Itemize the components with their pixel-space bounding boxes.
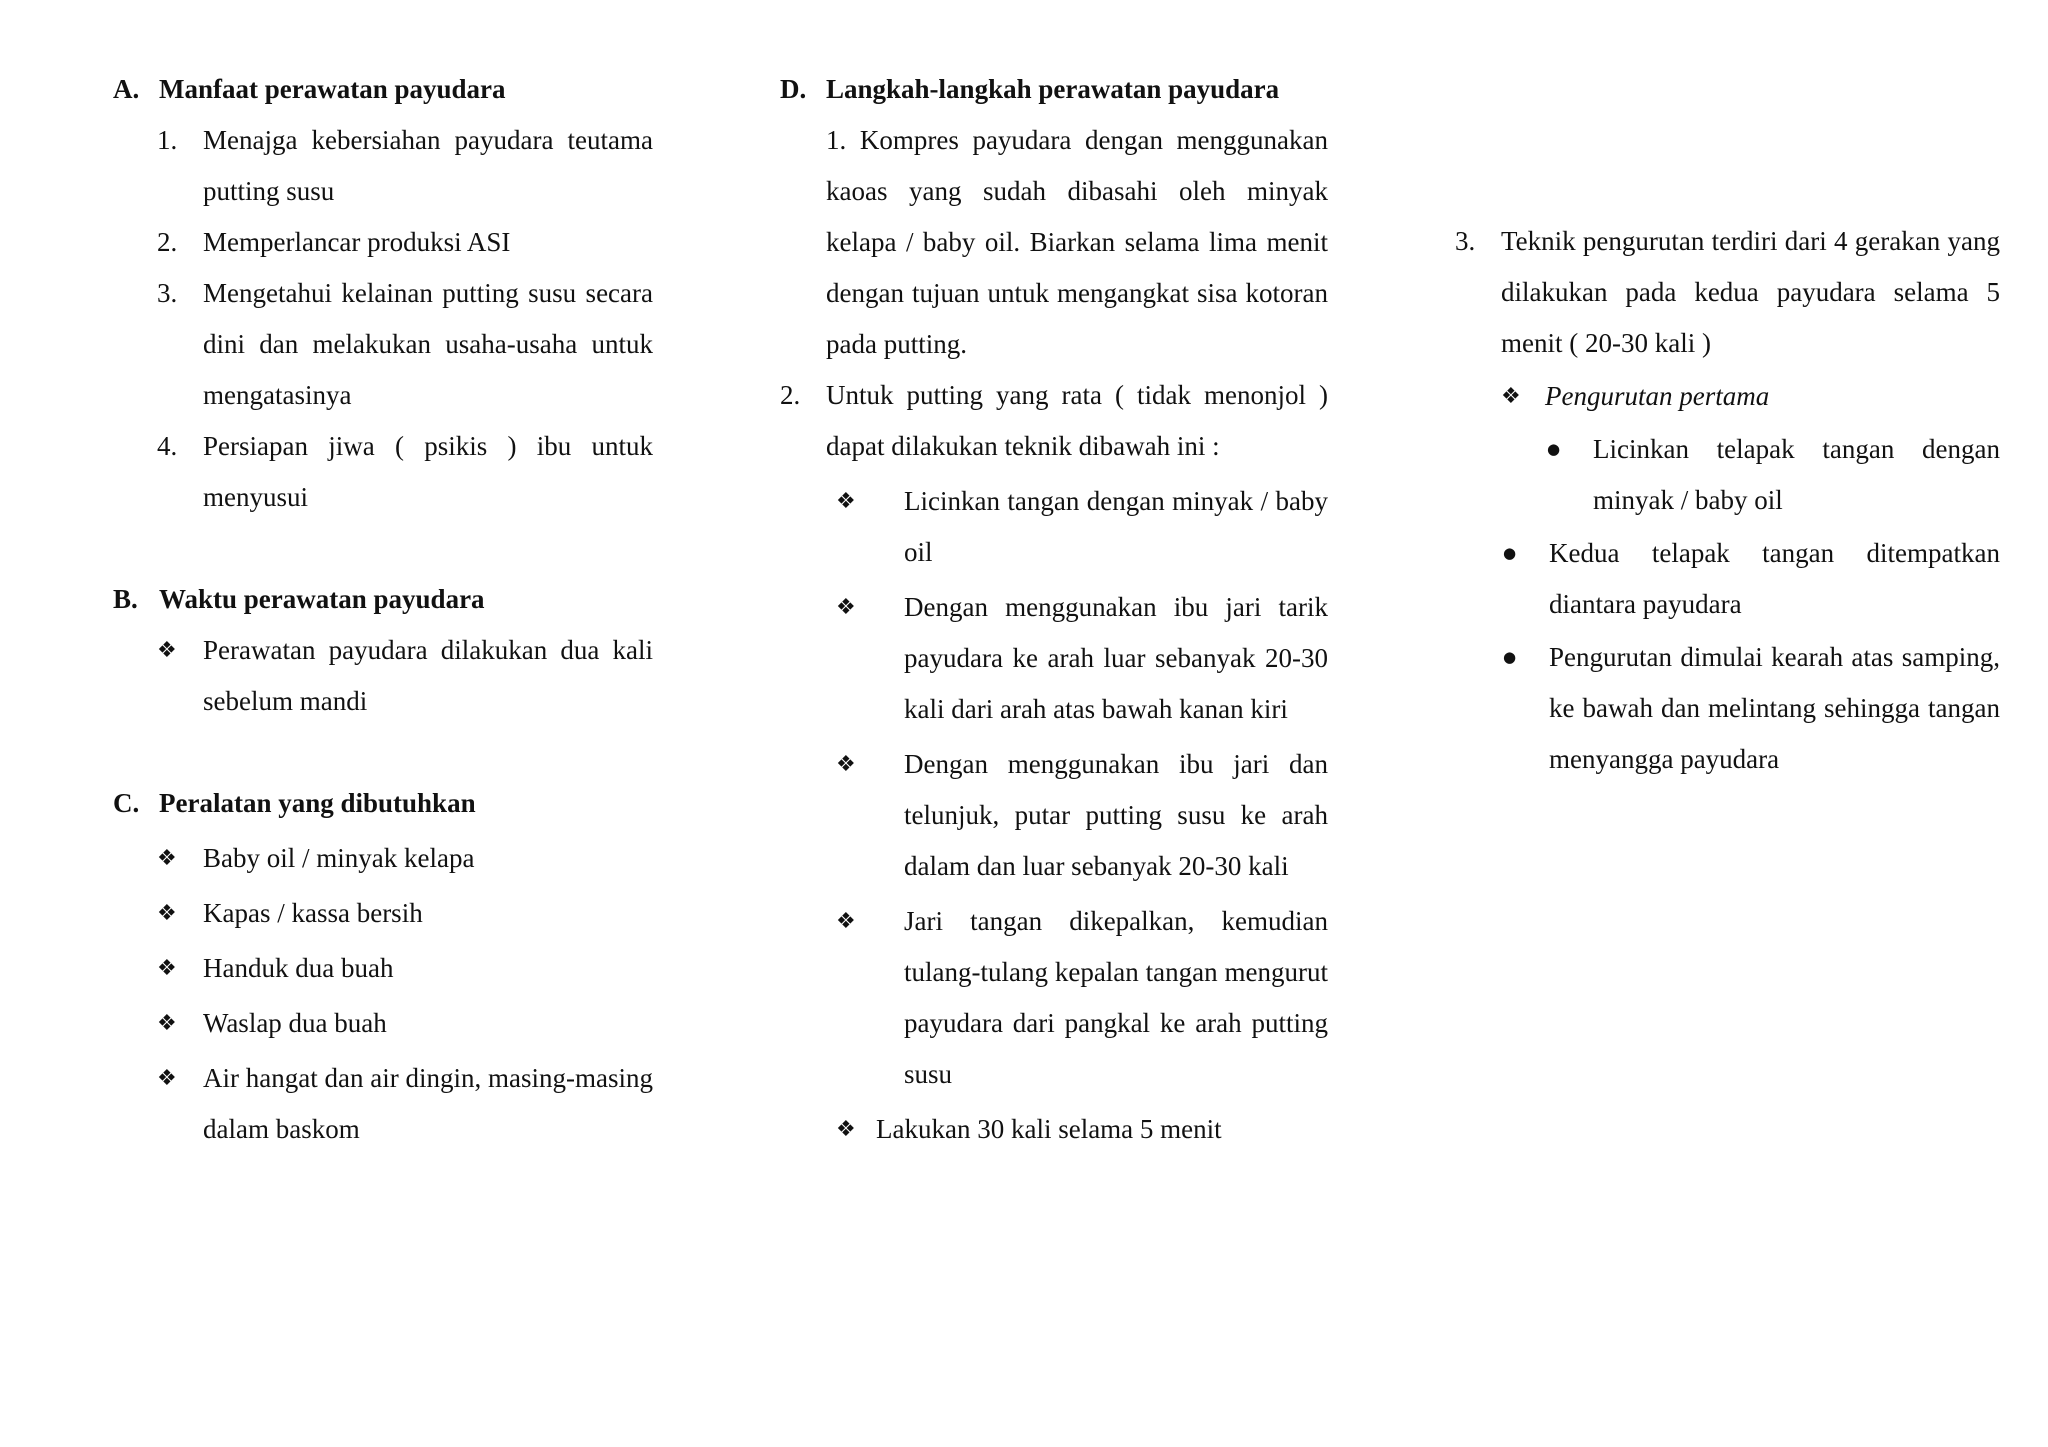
item-number: 1. [157, 125, 178, 155]
list-item [113, 115, 653, 217]
section-b-heading [113, 574, 653, 625]
diamond-bullet-icon: ❖ [836, 1117, 856, 1142]
item-text: Memperlancar produksi ASI [203, 227, 511, 257]
diamond-bullet-icon: ❖ [157, 846, 177, 871]
list-item [1455, 216, 2000, 369]
item-text: Kompres payudara dengan menggunakan kaoas yang sudah dibasahi oleh minyak kelapa / baby oil. Biarkan selama lima menit dengan tujuan untuk mengangkat sisa kotoran pada putting. [826, 125, 1328, 359]
bullet-icon: ● [1547, 440, 1561, 458]
diamond-bullet-icon: ❖ [157, 956, 177, 981]
item-text: Dengan menggunakan ibu jari tarik payudara ke arah luar sebanyak 20-30 kali dari arah atas bawah kanan kiri [904, 592, 1328, 724]
item-text: Mengetahui kelainan putting susu secara dini dan melakukan usaha-usaha untuk mengatasinya [203, 278, 653, 410]
list-item [1455, 632, 2000, 785]
section-c-title: Peralatan yang dibutuhkan [159, 788, 476, 818]
section-d-heading [780, 64, 1328, 115]
item-text: Persiapan jiwa ( psikis ) ibu untuk menyusui [203, 431, 653, 512]
item-number: 3. [157, 278, 178, 308]
column-right [1455, 216, 2000, 785]
item-text: Handuk dua buah [203, 953, 394, 983]
diamond-bullet-icon: ❖ [836, 489, 856, 514]
item-number: 3. [1455, 226, 1476, 256]
list-item [780, 582, 1328, 735]
item-number: 2. [780, 380, 801, 410]
diamond-bullet-icon: ❖ [157, 1011, 177, 1036]
subheading: Pengurutan pertama [1545, 381, 1770, 411]
list-item [113, 943, 653, 994]
list-item [113, 421, 653, 523]
section-c-heading [113, 778, 653, 829]
diamond-bullet-icon: ❖ [836, 752, 856, 777]
column-middle [780, 64, 1328, 1155]
list-item [113, 625, 653, 727]
item-text: Lakukan 30 kali selama 5 menit [876, 1114, 1222, 1144]
item-text: Menajga kebersiahan payudara teutama putting susu [203, 125, 653, 206]
diamond-bullet-icon: ❖ [157, 638, 177, 663]
item-text: Waslap dua buah [203, 1008, 387, 1038]
list-item [1455, 528, 2000, 630]
item-text: Air hangat dan air dingin, masing-masing dalam baskom [203, 1063, 653, 1144]
list-item [780, 739, 1328, 892]
bullet-icon: ● [1503, 544, 1517, 562]
item-text: Kapas / kassa bersih [203, 898, 423, 928]
list-item [113, 268, 653, 421]
list-item [780, 370, 1328, 472]
list-item [113, 1053, 653, 1155]
list-item [113, 998, 653, 1049]
list-item [780, 476, 1328, 578]
list-item [113, 833, 653, 884]
column-left [113, 64, 653, 1155]
section-b-letter: B. [113, 584, 138, 614]
item-text: Baby oil / minyak kelapa [203, 843, 475, 873]
section-d-letter: D. [780, 74, 807, 104]
bullet-icon: ● [1503, 648, 1517, 666]
section-b-title: Waktu perawatan payudara [159, 584, 485, 614]
diamond-bullet-icon: ❖ [1501, 384, 1521, 409]
diamond-bullet-icon: ❖ [836, 595, 856, 620]
list-item [1455, 424, 2000, 526]
diamond-bullet-icon: ❖ [836, 909, 856, 934]
section-d-title: Langkah-langkah perawatan payudara [826, 74, 1280, 104]
list-item [113, 888, 653, 939]
item-text: Licinkan telapak tangan dengan minyak / baby oil [1593, 434, 2000, 515]
item-number: 2. [157, 227, 178, 257]
item-text: Pengurutan dimulai kearah atas samping, ke bawah dan melintang sehingga tangan menyangga payudara [1549, 642, 2000, 774]
section-c-letter: C. [113, 788, 140, 818]
list-item [780, 1104, 1328, 1155]
item-text: Jari tangan dikepalkan, kemudian tulang-tulang kepalan tangan mengurut payudara dari pangkal ke arah putting susu [904, 906, 1328, 1089]
list-item [780, 896, 1328, 1100]
item-text: Perawatan payudara dilakukan dua kali sebelum mandi [203, 635, 653, 716]
diamond-bullet-icon: ❖ [157, 901, 177, 926]
item-number: 1. [826, 125, 847, 155]
item-text: Kedua telapak tangan ditempatkan diantara payudara [1549, 538, 2000, 619]
section-a-title: Manfaat perawatan payudara [159, 74, 506, 104]
list-item [780, 115, 1328, 370]
item-text: Untuk putting yang rata ( tidak menonjol ) dapat dilakukan teknik dibawah ini : [826, 380, 1328, 461]
list-item [1455, 371, 2000, 422]
section-a-heading [113, 64, 653, 115]
item-text: Dengan menggunakan ibu jari dan telunjuk, putar putting susu ke arah dalam dan luar sebanyak 20-30 kali [904, 749, 1328, 881]
item-text: Teknik pengurutan terdiri dari 4 gerakan yang dilakukan pada kedua payudara selama 5 menit ( 20-30 kali ) [1501, 226, 2000, 358]
diamond-bullet-icon: ❖ [157, 1066, 177, 1091]
item-number: 4. [157, 431, 178, 461]
section-a-letter: A. [113, 74, 140, 104]
item-text: Licinkan tangan dengan minyak / baby oil [904, 486, 1328, 567]
list-item [113, 217, 653, 268]
